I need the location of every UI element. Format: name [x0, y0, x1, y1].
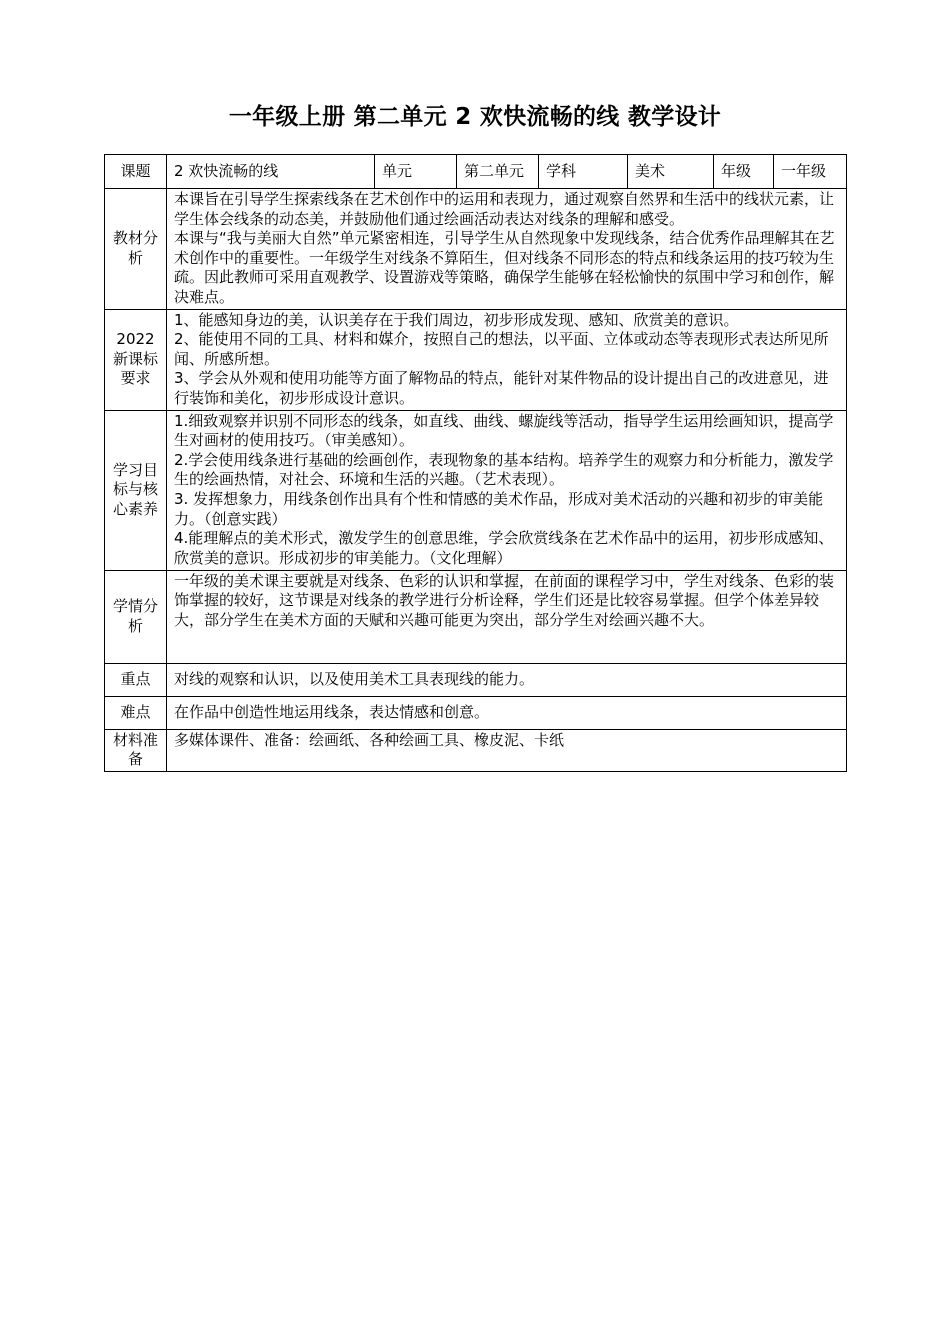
materials-row: [105, 729, 847, 771]
students-row: [105, 570, 847, 663]
lesson-plan-table: [104, 154, 847, 772]
objectives-row: [105, 410, 847, 570]
topic-label: 课题: [105, 155, 167, 189]
objective-paragraph: 1.细致观察并识别不同形态的线条，如直线、曲线、螺旋线等活动，指导学生运用绘画知识，提高学生对画材的使用技巧。（审美感知）。: [174, 411, 834, 450]
header-row: [105, 155, 847, 189]
objectives-content: [167, 410, 847, 570]
textbook-analysis-content: [167, 189, 847, 310]
key-points-content: 对线的观察和认识，以及使用美术工具表现线的能力。: [167, 663, 847, 696]
students-label: 学情分析: [105, 570, 167, 663]
textbook-paragraph: 本课旨在引导学生探索线条在艺术创作中的运用和表现力，通过观察自然界和生活中的线状元素，让学生体会线条的动态美，并鼓励他们通过绘画活动表达对线条的理解和感受。: [174, 190, 835, 228]
students-paragraph: 一年级的美术课主要就是对线条、色彩的认识和掌握，在前面的课程学习中，学生对线条、色彩的装饰掌握的较好，这节课是对线条的教学进行分析诠释，学生们还是比较容易掌握。但学个体差异较大，部分学生在美术方面的天赋和兴趣可能更为突出，部分学生对绘画兴趣不大。: [174, 571, 835, 629]
grade-label: 年级: [714, 155, 774, 189]
difficulties-label: 难点: [105, 696, 167, 729]
standards-paragraph: 3、学会从外观和使用功能等方面了解物品的特点，能针对某件物品的设计提出自己的改进意见，进行装饰和美化，初步形成设计意识。: [174, 369, 829, 407]
subject-value: 美术: [628, 155, 714, 189]
topic-value: 2 欢快流畅的线: [167, 155, 375, 189]
textbook-analysis-label: 教材分析: [105, 189, 167, 310]
objective-paragraph: 4.能理解点的美术形式，激发学生的创意思维，学会欣赏线条在艺术作品中的运用，初步形成感知、欣赏美的意识。形成初步的审美能力。（文化理解）: [174, 529, 834, 567]
materials-content: 多媒体课件、准备：绘画纸、各种绘画工具、橡皮泥、卡纸: [167, 729, 847, 771]
unit-label: 单元: [375, 155, 457, 189]
materials-label: 材料准备: [105, 729, 167, 771]
standards-row: [105, 309, 847, 410]
key-points-label: 重点: [105, 663, 167, 696]
students-content: [167, 570, 847, 663]
standards-label: 2022新课标要求: [105, 309, 167, 410]
subject-label: 学科: [539, 155, 628, 189]
objectives-label: 学习目标与核心素养: [105, 410, 167, 570]
objective-paragraph: 2.学会使用线条进行基础的绘画创作，表现物象的基本结构。培养学生的观察力和分析能力，激发学生的绘画热情，对社会、环境和生活的兴趣。（艺术表现）。: [174, 450, 834, 489]
textbook-paragraph: 本课与“我与美丽大自然”单元紧密相连，引导学生从自然现象中发现线条，结合优秀作品理解其在艺术创作中的重要性。一年级学生对线条不算陌生，但对线条不同形态的特点和线条运用的技巧较为生疏。因此教师可采用直观教学、设置游戏等策略，确保学生能够在轻松愉快的氛围中学习和创作，解决难点。: [174, 229, 835, 306]
textbook-analysis-row: [105, 189, 847, 310]
difficulties-content: 在作品中创造性地运用线条，表达情感和创意。: [167, 696, 847, 729]
unit-value: 第二单元: [457, 155, 539, 189]
standards-paragraph: 1、能感知身边的美，认识美存在于我们周边，初步形成发现、感知、欣赏美的意识。: [174, 310, 739, 329]
objective-paragraph: 3. 发挥想象力，用线条创作出具有个性和情感的美术作品，形成对美术活动的兴趣和初步的审美能力。（创意实践）: [174, 489, 824, 528]
difficulties-row: [105, 696, 847, 729]
key-points-row: [105, 663, 847, 696]
page-title: 一年级上册 第二单元 2 欢快流畅的线 教学设计: [228, 104, 722, 130]
grade-value: 一年级: [774, 155, 847, 189]
standards-paragraph: 2、能使用不同的工具、材料和媒介，按照自己的想法，以平面、立体或动态等表现形式表达所见所闻、所感所想。: [174, 330, 829, 368]
standards-content: [167, 309, 847, 410]
